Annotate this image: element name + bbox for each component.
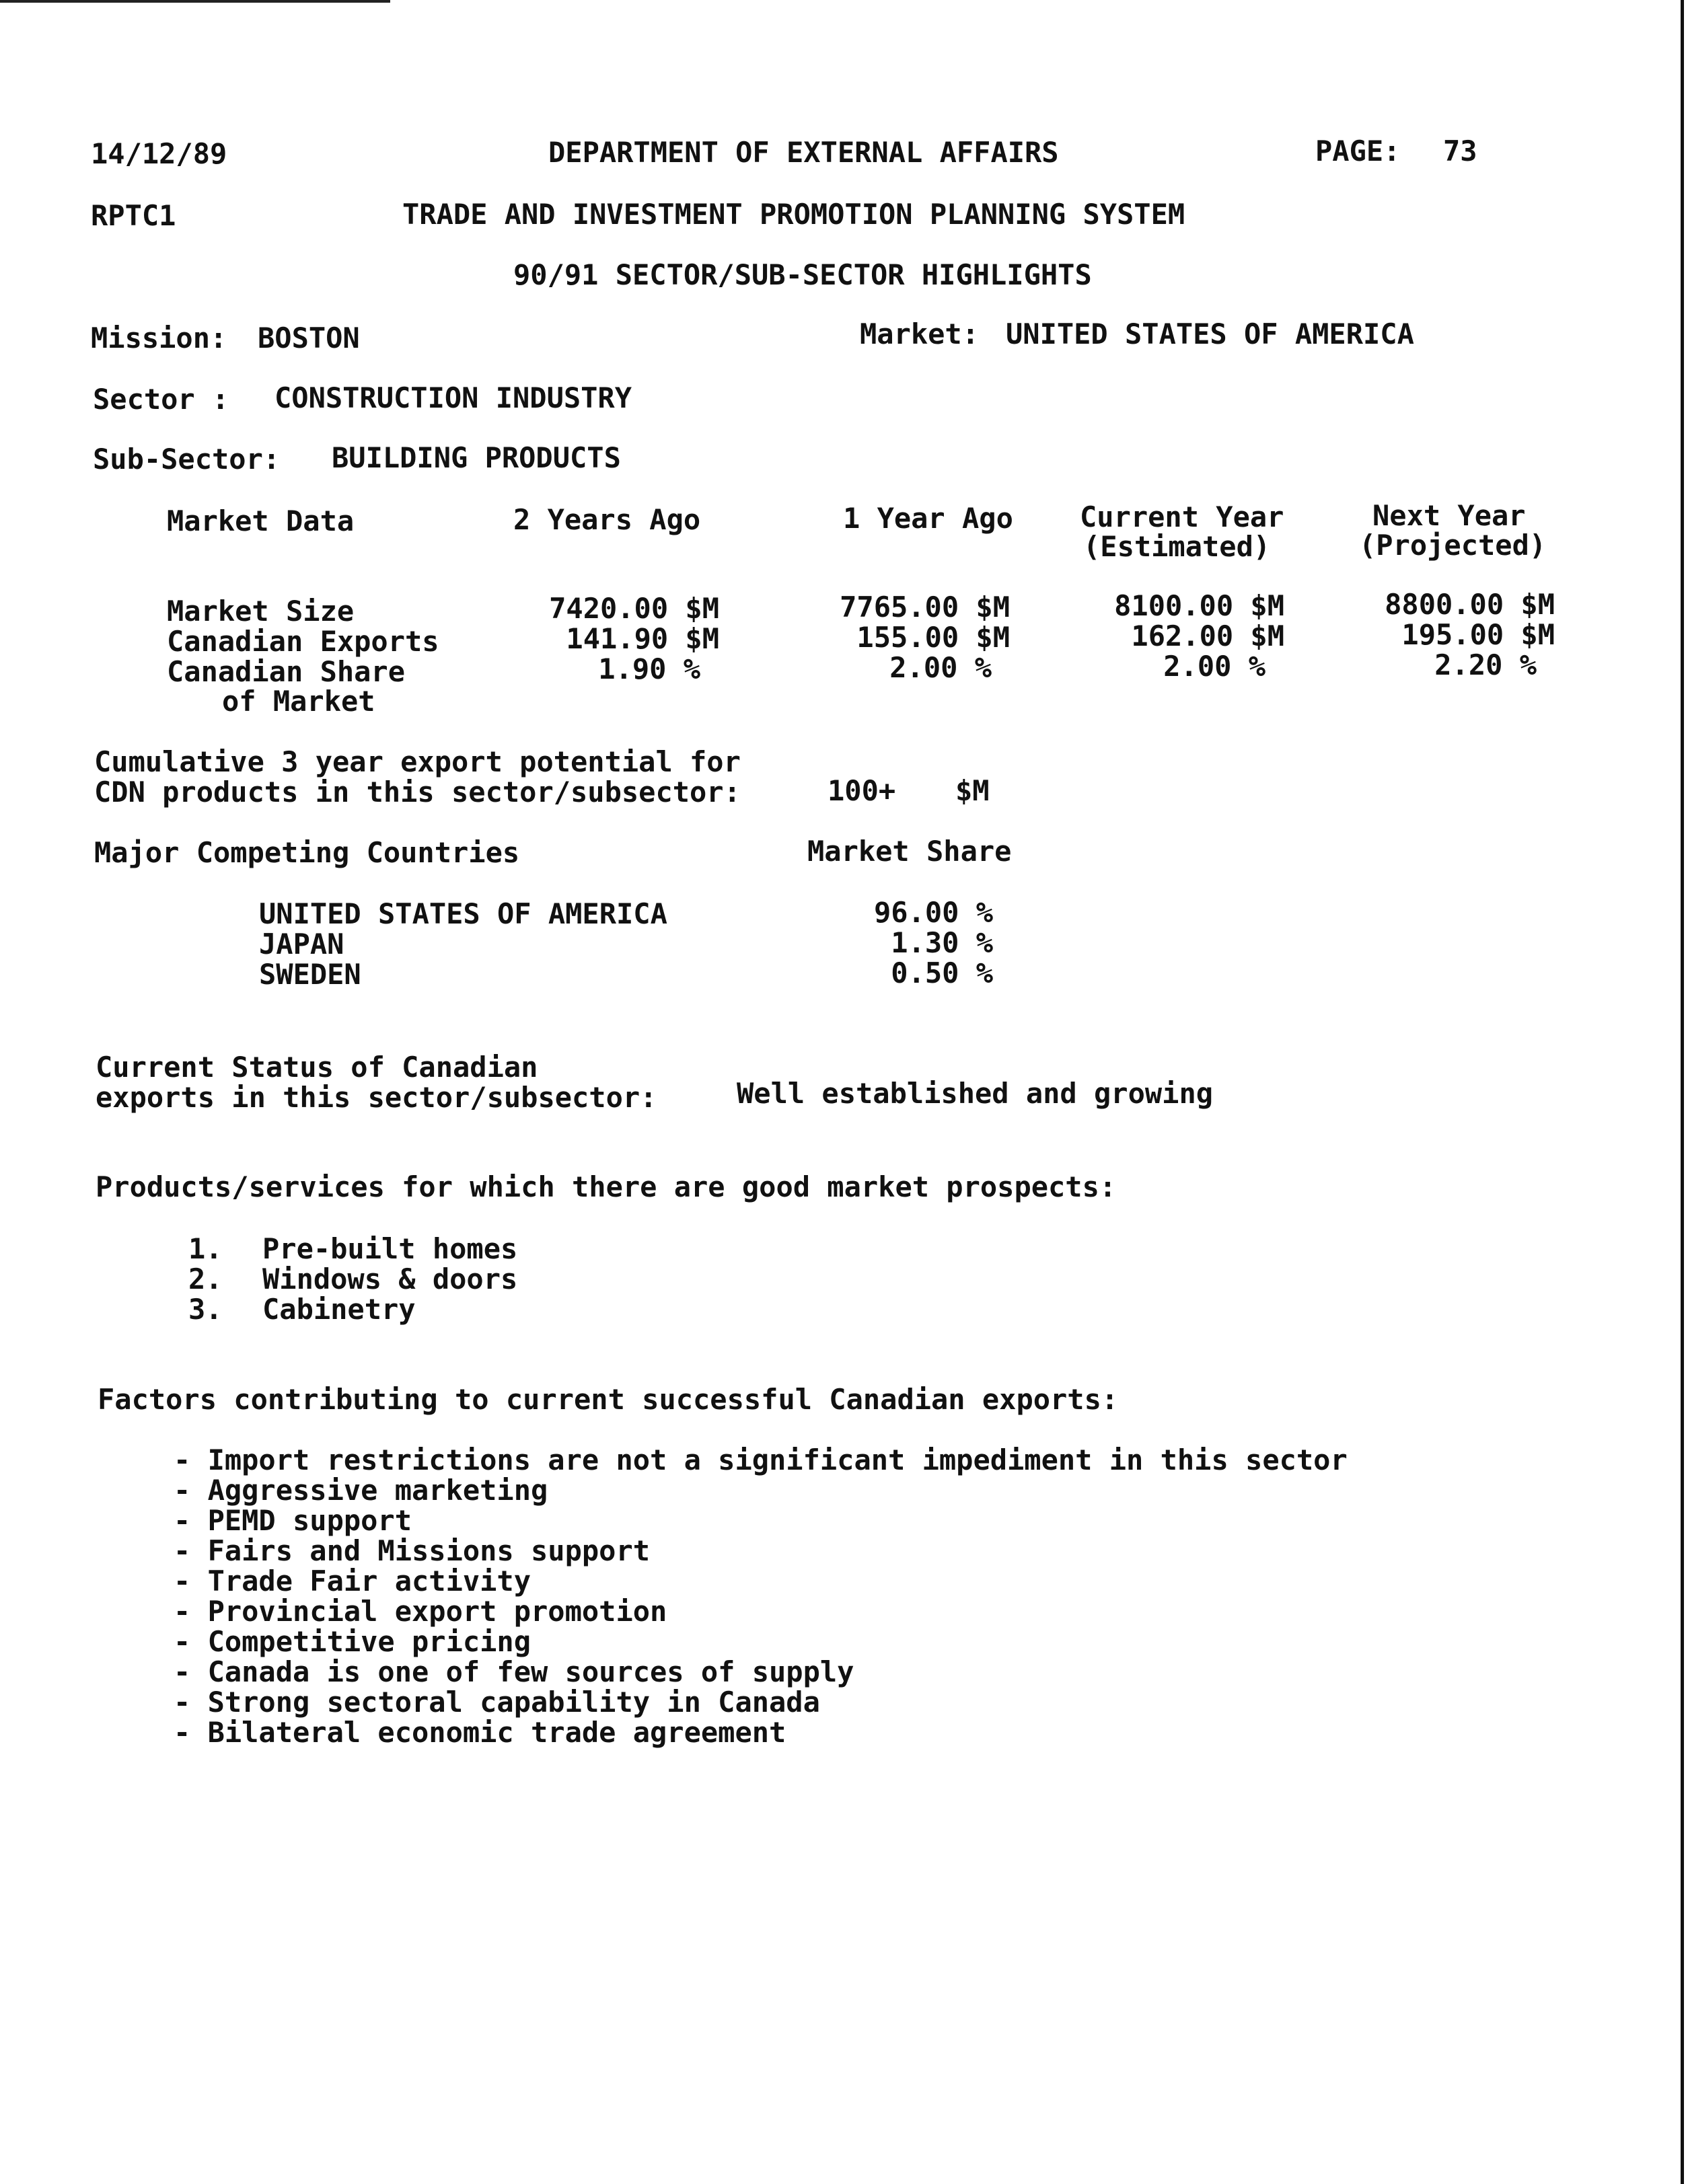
row-label-market-size: Market Size: [167, 595, 355, 628]
table-header-projected: (Projected): [1359, 529, 1547, 562]
row-label-canadian-exports: Canadian Exports: [167, 625, 439, 658]
cell-share-current: 2.00 %: [1163, 650, 1265, 683]
product-item: Windows & doors: [262, 1263, 518, 1295]
product-item: Pre-built homes: [262, 1232, 518, 1265]
product-number: 1.: [188, 1232, 223, 1265]
cell-market-size-1y: 7765.00 $M: [840, 591, 1010, 624]
cell-share-next: 2.20 %: [1434, 648, 1537, 681]
report-date: 14/12/89: [91, 137, 227, 170]
page-label: PAGE:: [1315, 135, 1401, 167]
report-code: RPTC1: [91, 199, 176, 232]
department-title: DEPARTMENT OF EXTERNAL AFFAIRS: [548, 136, 1059, 169]
status-line-2: exports in this sector/subsector:: [96, 1081, 657, 1114]
cell-market-size-2y: 7420.00 $M: [549, 592, 719, 625]
cell-exports-1y: 155.00 $M: [856, 621, 1010, 654]
potential-unit: $M: [955, 774, 990, 807]
system-title: TRADE AND INVESTMENT PROMOTION PLANNING SYSTEM: [402, 198, 1185, 231]
factor-item: - PEMD support: [174, 1504, 412, 1537]
factor-item: - Provincial export promotion: [174, 1595, 667, 1628]
factor-item: - Competitive pricing: [174, 1625, 531, 1658]
scan-edge-right: [1681, 0, 1684, 2184]
competitors-heading: Major Competing Countries: [94, 836, 520, 869]
table-header-market-data: Market Data: [167, 504, 355, 537]
cell-exports-2y: 141.90 $M: [566, 622, 719, 655]
factor-item: - Bilateral economic trade agreement: [174, 1716, 786, 1749]
competitor-country: SWEDEN: [259, 958, 361, 991]
table-header-2-years-ago: 2 Years Ago: [513, 503, 701, 536]
cell-share-1y: 2.00 %: [889, 651, 992, 684]
subsector-label: Sub-Sector:: [93, 443, 281, 476]
table-header-current-year: Current Year: [1080, 500, 1284, 533]
scan-edge-top: [0, 0, 390, 3]
sector-value: CONSTRUCTION INDUSTRY: [274, 381, 632, 414]
product-item: Cabinetry: [262, 1293, 416, 1326]
row-label-canadian-share: Canadian Share: [167, 655, 406, 688]
competitor-country: UNITED STATES OF AMERICA: [259, 897, 667, 930]
competitor-share: 1.30 %: [891, 926, 993, 959]
factor-item: - Canada is one of few sources of supply: [174, 1655, 854, 1688]
factor-item: - Fairs and Missions support: [174, 1534, 651, 1567]
subsector-value: BUILDING PRODUCTS: [332, 441, 621, 474]
factor-item: - Strong sectoral capability in Canada: [174, 1686, 820, 1719]
mission-value: BOSTON: [258, 322, 360, 354]
cell-exports-current: 162.00 $M: [1131, 619, 1284, 652]
table-header-estimated: (Estimated): [1083, 530, 1271, 563]
products-heading: Products/services for which there are good market prospects:: [96, 1170, 1117, 1203]
cell-market-size-next: 8800.00 $M: [1385, 588, 1555, 621]
factor-item: - Aggressive marketing: [174, 1474, 548, 1507]
competitor-share: 96.00 %: [873, 896, 993, 929]
competitor-share: 0.50 %: [891, 956, 993, 989]
market-share-heading: Market Share: [807, 835, 1012, 868]
report-title: 90/91 SECTOR/SUB-SECTOR HIGHLIGHTS: [513, 258, 1092, 291]
cell-market-size-current: 8100.00 $M: [1114, 589, 1284, 622]
potential-line-2: CDN products in this sector/subsector:: [94, 776, 741, 808]
product-number: 2.: [188, 1263, 223, 1295]
page-number: 73: [1443, 135, 1477, 167]
factors-heading: Factors contributing to current successful Canadian exports:: [98, 1383, 1119, 1416]
factor-item: - Import restrictions are not a significant impediment in this sector: [174, 1443, 1348, 1476]
market-value: UNITED STATES OF AMERICA: [1006, 317, 1414, 350]
product-number: 3.: [188, 1293, 223, 1326]
status-line-1: Current Status of Canadian: [96, 1051, 538, 1084]
market-label: Market:: [860, 317, 980, 350]
sector-label: Sector :: [93, 383, 229, 416]
table-header-1-year-ago: 1 Year Ago: [843, 502, 1013, 535]
mission-label: Mission:: [91, 322, 227, 354]
row-label-of-market: of Market: [222, 685, 375, 718]
status-value: Well established and growing: [737, 1077, 1214, 1110]
cell-share-2y: 1.90 %: [598, 652, 700, 685]
potential-value: 100+: [828, 774, 896, 807]
factor-item: - Trade Fair activity: [174, 1565, 531, 1597]
competitor-country: JAPAN: [259, 928, 344, 961]
cell-exports-next: 195.00 $M: [1401, 618, 1555, 651]
potential-line-1: Cumulative 3 year export potential for: [94, 745, 741, 778]
table-header-next-year: Next Year: [1372, 499, 1526, 532]
